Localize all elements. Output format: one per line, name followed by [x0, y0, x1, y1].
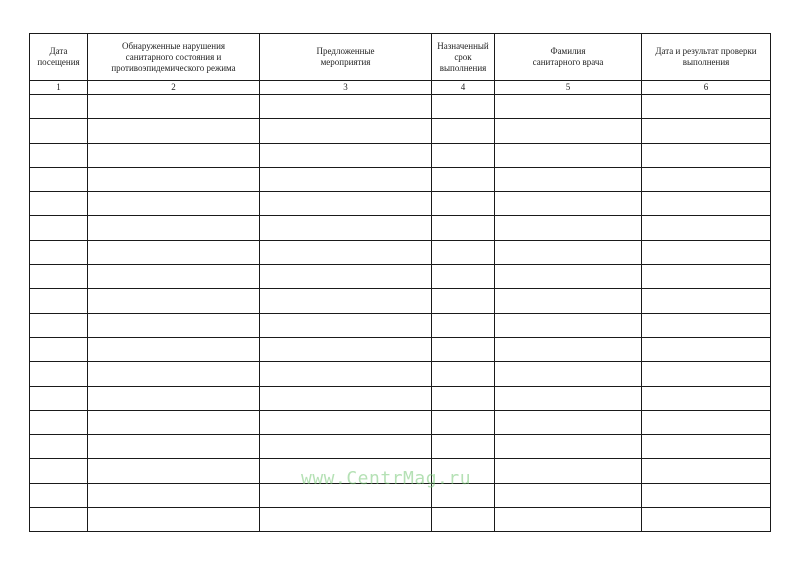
table-cell	[432, 289, 495, 313]
table-cell	[88, 362, 260, 386]
table-row	[30, 289, 771, 313]
table-cell	[88, 313, 260, 337]
column-number: 6	[642, 81, 771, 95]
table-cell	[432, 143, 495, 167]
table-cell	[260, 119, 432, 143]
column-number: 3	[260, 81, 432, 95]
table-cell	[495, 192, 642, 216]
table-cell	[30, 216, 88, 240]
table-cell	[260, 386, 432, 410]
table-cell	[260, 265, 432, 289]
table-row	[30, 95, 771, 119]
table-cell	[88, 386, 260, 410]
table-cell	[432, 337, 495, 361]
table-cell	[30, 362, 88, 386]
table-cell	[88, 192, 260, 216]
table-cell	[495, 386, 642, 410]
table-cell	[432, 240, 495, 264]
table-cell	[30, 483, 88, 507]
table-cell	[260, 508, 432, 532]
table-cell	[30, 508, 88, 532]
table-cell	[88, 95, 260, 119]
table-row	[30, 313, 771, 337]
table-cell	[30, 289, 88, 313]
table-cell	[88, 216, 260, 240]
table-cell	[88, 143, 260, 167]
column-number: 1	[30, 81, 88, 95]
table-cell	[495, 240, 642, 264]
table-cell	[432, 119, 495, 143]
table-row	[30, 410, 771, 434]
table-cell	[260, 95, 432, 119]
table-cell	[642, 167, 771, 191]
table-cell	[30, 410, 88, 434]
table-cell	[495, 508, 642, 532]
table-cell	[495, 289, 642, 313]
table-cell	[88, 265, 260, 289]
table-cell	[642, 240, 771, 264]
table-cell	[495, 313, 642, 337]
table-cell	[642, 483, 771, 507]
header-check-result: Дата и результат проверки выполнения	[642, 34, 771, 81]
table-cell	[260, 337, 432, 361]
table-cell	[642, 386, 771, 410]
table-cell	[642, 313, 771, 337]
table-row	[30, 119, 771, 143]
table-cell	[30, 192, 88, 216]
table-cell	[495, 459, 642, 483]
table-cell	[260, 192, 432, 216]
table-cell	[88, 410, 260, 434]
table-cell	[88, 337, 260, 361]
table-cell	[432, 167, 495, 191]
table-cell	[642, 95, 771, 119]
table-cell	[495, 216, 642, 240]
sanitary-log-table	[29, 33, 771, 532]
table-row	[30, 435, 771, 459]
table-cell	[432, 410, 495, 434]
table-cell	[260, 410, 432, 434]
table-cell	[495, 435, 642, 459]
table-cell	[642, 337, 771, 361]
table-cell	[260, 240, 432, 264]
table-row	[30, 265, 771, 289]
table-cell	[30, 337, 88, 361]
header-proposed-measures: Предложенные мероприятия	[260, 34, 432, 81]
table-cell	[30, 313, 88, 337]
table-cell	[260, 167, 432, 191]
table-cell	[30, 435, 88, 459]
table-cell	[30, 143, 88, 167]
watermark: www.CentrMag.ru	[301, 468, 472, 489]
table-cell	[432, 216, 495, 240]
table-cell	[432, 435, 495, 459]
table-cell	[88, 119, 260, 143]
table-row	[30, 362, 771, 386]
table-cell	[642, 192, 771, 216]
table-cell	[432, 313, 495, 337]
table-cell	[495, 337, 642, 361]
table-row	[30, 192, 771, 216]
table-cell	[30, 240, 88, 264]
table-cell	[88, 167, 260, 191]
table-cell	[642, 119, 771, 143]
header-visit-date: Дата посещения	[30, 34, 88, 81]
table-cell	[642, 265, 771, 289]
table-cell	[30, 167, 88, 191]
table-cell	[495, 167, 642, 191]
table-cell	[432, 95, 495, 119]
table-cell	[642, 289, 771, 313]
table-cell	[432, 265, 495, 289]
table-cell	[88, 435, 260, 459]
table-cell	[260, 143, 432, 167]
table-row	[30, 337, 771, 361]
table-cell	[432, 386, 495, 410]
table-cell	[495, 410, 642, 434]
column-number: 2	[88, 81, 260, 95]
table-cell	[495, 95, 642, 119]
table-cell	[30, 119, 88, 143]
header-doctor-surname: Фамилия санитарного врача	[495, 34, 642, 81]
table-cell	[260, 362, 432, 386]
table-cell	[495, 265, 642, 289]
table-cell	[495, 143, 642, 167]
table-cell	[642, 410, 771, 434]
table-cell	[432, 192, 495, 216]
table-cell	[642, 216, 771, 240]
table-cell	[260, 435, 432, 459]
table-cell	[30, 265, 88, 289]
table-cell	[88, 483, 260, 507]
column-number-row	[30, 81, 771, 95]
table-row	[30, 386, 771, 410]
table-row	[30, 240, 771, 264]
table-cell	[642, 362, 771, 386]
table-cell	[495, 119, 642, 143]
table-cell	[260, 289, 432, 313]
table-cell	[88, 459, 260, 483]
table-cell	[88, 289, 260, 313]
table-row	[30, 143, 771, 167]
table-body	[30, 95, 771, 532]
table-cell	[432, 508, 495, 532]
column-number: 4	[432, 81, 495, 95]
table-cell	[30, 459, 88, 483]
table-cell	[642, 435, 771, 459]
table-cell	[432, 362, 495, 386]
table-cell	[260, 216, 432, 240]
header-due-date: Назначенный срок выполнения	[432, 34, 495, 81]
table-cell	[88, 240, 260, 264]
column-number: 5	[495, 81, 642, 95]
table-cell	[30, 386, 88, 410]
table-cell	[642, 459, 771, 483]
table-cell	[495, 362, 642, 386]
header-row	[30, 34, 771, 81]
header-violations-found: Обнаруженные нарушения санитарного состояния и противоэпидемического режима	[88, 34, 260, 81]
table-row	[30, 508, 771, 532]
table-cell	[642, 143, 771, 167]
table-cell	[88, 508, 260, 532]
table-cell	[30, 95, 88, 119]
table-row	[30, 167, 771, 191]
table-cell	[260, 313, 432, 337]
table-cell	[495, 483, 642, 507]
table-cell	[642, 508, 771, 532]
table-row	[30, 216, 771, 240]
